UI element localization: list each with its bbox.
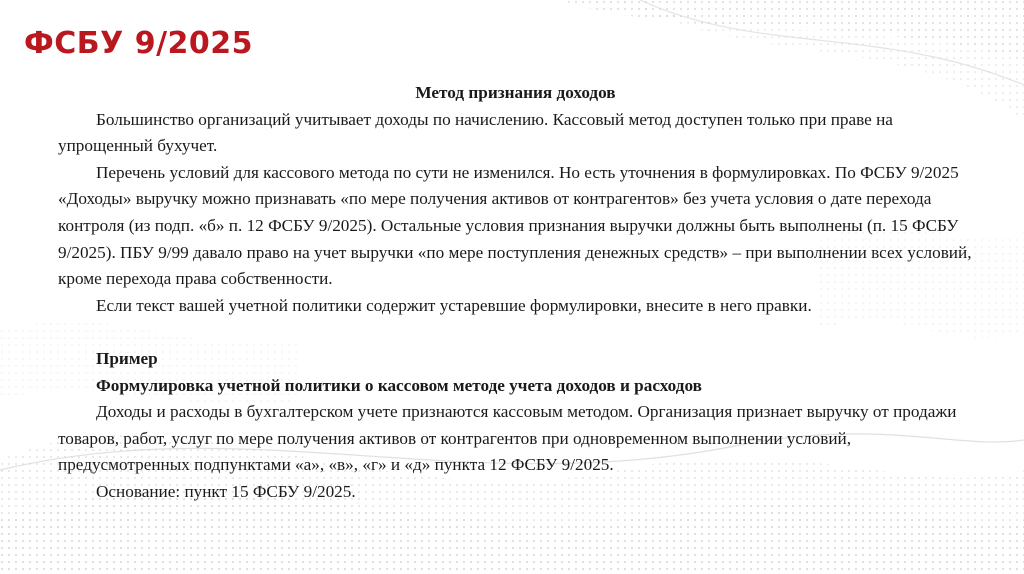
example-basis: Основание: пункт 15 ФСБУ 9/2025. — [96, 481, 356, 501]
paragraph: Большинство организаций учитывает доходы по начислению. Кассовый метод доступен только при праве на упрощенный бухучет. — [58, 109, 893, 156]
paragraph-spacer — [58, 319, 973, 346]
example-title: Формулировка учетной политики о кассовом методе учета доходов и расходов — [96, 375, 702, 395]
section-heading: Метод признания доходов — [415, 83, 616, 102]
paragraph: Если текст вашей учетной политики содержит устаревшие формулировки, внесите в него правки. — [96, 295, 812, 315]
example-body: Доходы и расходы в бухгалтерском учете признаются кассовым методом. Организация признает выручку от продажи товаров, работ, услуг по мере получения активов от контрагентов при одновременном выполнении условий, предусмотренных подпунктами «а», «в», «г» и «д» пункта 12 ФСБУ 9/2025. — [58, 402, 957, 475]
paragraph: Перечень условий для кассового метода по сути не изменился. Но есть уточнения в формулировках. По ФСБУ 9/2025 «Доходы» выручку можно признавать «по мере получения активов от контрагентов» без учета условия о дате перехода контроля (из подп. «б» п. 12 ФСБУ 9/2025). Остальные условия признания выручки должны быть выполнены (п. 15 ФСБУ 9/2025). ПБУ 9/99 давало право на учет выручки «по мере поступления денежных средств» – при выполнении всех условий, кроме перехода права собственности. — [58, 162, 972, 289]
slide-title: ФСБУ 9/2025 — [24, 26, 254, 61]
example-label: Пример — [96, 348, 158, 368]
slide-content — [58, 80, 973, 506]
